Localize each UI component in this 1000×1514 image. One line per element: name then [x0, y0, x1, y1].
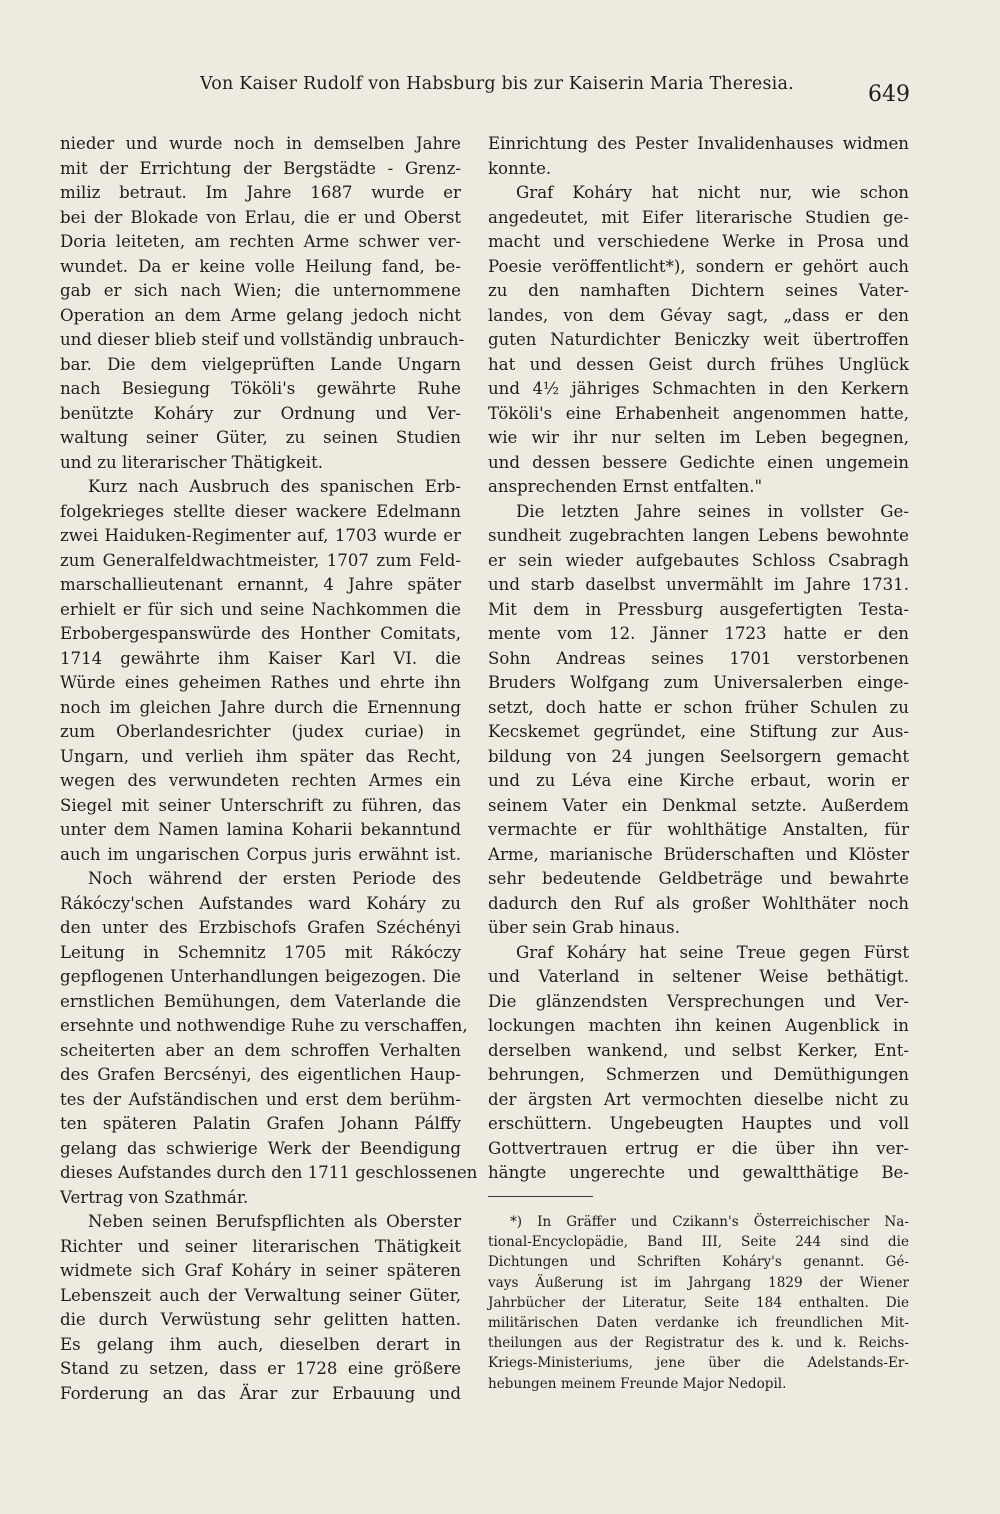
text-line: Kecskemet gegründet, eine Stiftung zur Aus-	[488, 722, 909, 741]
text-line: zu den namhaften Dichtern seines Vater-	[488, 281, 909, 300]
text-line: sehr bedeutende Geldbeträge und bewahrte	[488, 869, 909, 888]
text-line: Erbobergespanswürde des Honther Comitats,	[60, 624, 461, 643]
text-line: und zu literarischer Thätigkeit.	[60, 452, 324, 472]
text-line: Poesie veröffentlicht*), sondern er gehört auch	[488, 256, 909, 276]
text-line: sundheit zugebrachten langen Lebens bewohnte	[488, 526, 909, 545]
text-line: nieder und wurde noch in demselben Jahre	[60, 134, 461, 153]
text-line: Arme, marianische Brüderschaften und Klöster	[488, 844, 909, 864]
page-number: 649	[868, 82, 910, 107]
text-line: Würde eines geheimen Rathes und ehrte ihn	[60, 673, 461, 692]
text-line: unter dem Namen lamina Koharii bekanntund	[60, 820, 461, 839]
text-line: gab er sich nach Wien; die unternommene	[60, 281, 461, 300]
text-line: Die glänzendsten Versprechungen und Ver-	[488, 991, 909, 1011]
text-line: scheiterten aber an dem schroffen Verhalten	[60, 1040, 461, 1060]
text-line: Sohn Andreas seines 1701 verstorbenen	[488, 648, 909, 668]
text-line: widmete sich Graf Koháry in seiner späteren	[60, 1261, 461, 1280]
text-line: noch im gleichen Jahre durch die Ernennung	[60, 697, 461, 717]
text-line: lockungen machten ihn keinen Augenblick in	[488, 1016, 909, 1035]
text-line: dieses Aufstandes durch den 1711 geschlossenen	[60, 1163, 478, 1182]
text-line: benützte Koháry zur Ordnung und Ver-	[60, 403, 461, 423]
text-line: bildung von 24 jungen Seelsorgern gemacht	[488, 746, 909, 766]
text-line: Gottvertrauen ertrug er die über ihn ver-	[488, 1138, 909, 1158]
text-line: ernstlichen Bemühungen, dem Vaterlande die	[60, 991, 461, 1011]
text-line: ansprechenden Ernst entfalten."	[488, 477, 763, 496]
text-line: gelang das schwierige Werk der Beendigung	[60, 1138, 461, 1158]
text-line: wundet. Da er keine volle Heilung fand, be-	[60, 256, 461, 276]
text-line: Siegel mit seiner Unterschrift zu führen, das	[60, 795, 461, 815]
text-line: und starb daselbst unvermählt im Jahre 1731.	[488, 575, 909, 594]
text-line: vermachte er für wohlthätige Anstalten, für	[488, 820, 909, 839]
text-line: derselben wankend, und selbst Kerker, Ent-	[488, 1040, 909, 1060]
text-line: angedeutet, mit Eifer literarische Studien ge-	[488, 207, 909, 227]
text-line: miliz betraut. Im Jahre 1687 wurde er	[60, 183, 461, 202]
text-line: die durch Verwüstung sehr gelitten hatten.	[60, 1310, 461, 1329]
text-line: Kurz nach Ausbruch des spanischen Erb-	[88, 477, 461, 496]
footnote-line: Dichtungen und Schriften Koháry's genannt. Gé-	[488, 1254, 909, 1271]
text-line: seinem Vater ein Denkmal setzte. Außerdem	[488, 795, 909, 815]
text-line: behrungen, Schmerzen und Demüthigungen	[488, 1065, 909, 1084]
footnote-line: *) In Gräffer und Czikann's Österreichischer Na-	[510, 1214, 909, 1230]
text-line: ersehnte und nothwendige Ruhe zu verschaffen,	[60, 1016, 468, 1035]
text-line: Tököli's eine Erhabenheit angenommen hatte,	[488, 403, 909, 423]
text-line: zum Generalfeldwachtmeister, 1707 zum Feld-	[60, 550, 461, 570]
text-line: Neben seinen Berufspflichten als Oberster	[88, 1212, 461, 1231]
footnote-divider	[488, 1196, 593, 1197]
text-line: dadurch den Ruf als großer Wohlthäter noch	[488, 893, 909, 913]
text-line: und 4½ jähriges Schmachten in den Kerkern	[488, 379, 909, 398]
text-line: gepflogenen Unterhandlungen beigezogen. Die	[60, 967, 461, 986]
text-line: Es gelang ihm auch, dieselben derart in	[60, 1334, 461, 1354]
text-line: Vertrag von Szathmár.	[60, 1187, 249, 1207]
text-line: und zu Léva eine Kirche erbaut, worin er	[488, 771, 909, 790]
footnote-line: Kriegs-Ministeriums, jene über die Adelstands-Er-	[488, 1355, 909, 1372]
left-column	[60, 132, 478, 1406]
text-line: bei der Blokade von Erlau, die er und Oberst	[60, 207, 461, 227]
text-line: 1714 gewährte ihm Kaiser Karl VI. die	[60, 648, 461, 668]
text-line: ten späteren Palatin Grafen Johann Pálffy	[60, 1114, 461, 1133]
text-line: erschüttern. Ungebeugten Hauptes und voll	[488, 1114, 909, 1133]
footnote-line: tional-Encyclopädie, Band III, Seite 244 sind die	[488, 1234, 909, 1251]
text-line: Richter und seiner literarischen Thätigkeit	[60, 1236, 461, 1256]
running-head: Von Kaiser Rudolf von Habsburg bis zur Kaiserin Maria Theresia.	[200, 74, 794, 94]
text-line: marschallieutenant ernannt, 4 Jahre später	[60, 575, 461, 594]
text-line: Rákóczy'schen Aufstandes ward Koháry zu	[60, 893, 461, 913]
text-line: bar. Die dem vielgeprüften Lande Ungarn	[60, 354, 461, 374]
text-line: nach Besiegung Tököli's gewährte Ruhe	[60, 379, 461, 398]
text-line: Graf Koháry hat nicht nur, wie schon	[516, 183, 909, 202]
text-line: landes, von dem Gévay sagt, „dass er den	[488, 305, 909, 325]
text-line: mente vom 12. Jänner 1723 hatte er den	[488, 624, 909, 643]
text-line: hat und dessen Geist durch frühes Unglück	[488, 354, 909, 374]
text-line: Mit dem in Pressburg ausgefertigten Testa-	[488, 599, 909, 619]
text-line: zwei Haiduken-Regimenter auf, 1703 wurde er	[60, 526, 461, 545]
right-column	[488, 132, 909, 1186]
footnote-line: militärischen Daten verdanke ich freundlichen Mit-	[488, 1314, 909, 1331]
text-line: guten Naturdichter Beniczky weit übertroffen	[488, 330, 909, 349]
text-line: Doria leiteten, am rechten Arme schwer ver-	[60, 232, 461, 251]
text-line: folgekrieges stellte dieser wackere Edelmann	[60, 501, 461, 521]
text-line: auch im ungarischen Corpus juris erwähnt ist.	[60, 844, 461, 864]
text-line: über sein Grab hinaus.	[488, 918, 680, 937]
text-line: und dessen bessere Gedichte einen ungemein	[488, 452, 909, 472]
text-line: zum Oberlandesrichter (judex curiae) in	[60, 722, 461, 741]
text-line: Ungarn, und verlieh ihm später das Recht,	[60, 746, 461, 766]
text-line: macht und verschiedene Werke in Prosa und	[488, 232, 909, 251]
footnote-line: hebungen meinem Freunde Major Nedopil.	[488, 1375, 787, 1392]
text-line: den unter des Erzbischofs Grafen Széchényi	[60, 918, 461, 937]
text-line: wegen des verwundeten rechten Armes ein	[60, 771, 461, 790]
text-line: erhielt er für sich und seine Nachkommen die	[60, 599, 461, 619]
text-line: Graf Koháry hat seine Treue gegen Fürst	[516, 942, 909, 962]
footnote-line: vays Äußerung ist im Jahrgang 1829 der Wiener	[488, 1274, 909, 1291]
text-line: tes der Aufständischen und erst dem berühm-	[60, 1089, 461, 1109]
text-line: Die letzten Jahre seines in vollster Ge-	[516, 501, 909, 521]
text-line: des Grafen Bercsényi, des eigentlichen Haup-	[60, 1065, 461, 1084]
text-line: setzt, doch hatte er schon früher Schulen zu	[488, 697, 909, 717]
text-line: der ärgsten Art vermochten dieselbe nicht zu	[488, 1089, 909, 1109]
text-line: konnte.	[488, 158, 552, 178]
text-line: Bruders Wolfgang zum Universalerben einge-	[488, 673, 909, 692]
text-line: Stand zu setzen, dass er 1728 eine größere	[60, 1359, 461, 1378]
text-line: hängte ungerechte und gewaltthätige Be-	[488, 1163, 909, 1182]
text-line: Lebenszeit auch der Verwaltung seiner Güter,	[60, 1285, 461, 1305]
text-line: Leitung in Schemnitz 1705 mit Rákóczy	[60, 942, 461, 962]
text-line: und dieser blieb steif und vollständig unbrauch-	[60, 330, 465, 349]
text-line: mit der Errichtung der Bergstädte - Grenz-	[60, 158, 461, 178]
text-line: wie wir ihr nur selten im Leben begegnen,	[488, 428, 909, 447]
text-line: Noch während der ersten Periode des	[88, 869, 461, 888]
footnote	[488, 1212, 909, 1394]
text-line: waltung seiner Güter, zu seinen Studien	[60, 428, 461, 447]
text-line: Einrichtung des Pester Invalidenhauses widmen	[488, 134, 909, 153]
footnote-line: Jahrbücher der Literatur, Seite 184 enthalten. Die	[488, 1294, 909, 1311]
footnote-line: theilungen aus der Registratur des k. und k. Reichs-	[488, 1335, 909, 1352]
text-line: Operation an dem Arme gelang jedoch nicht	[60, 305, 461, 325]
text-line: er sein wieder aufgebautes Schloss Csabragh	[488, 550, 909, 570]
text-line: Forderung an das Ärar zur Erbauung und	[60, 1383, 461, 1403]
text-line: und Vaterland in seltener Weise bethätigt.	[488, 967, 909, 986]
